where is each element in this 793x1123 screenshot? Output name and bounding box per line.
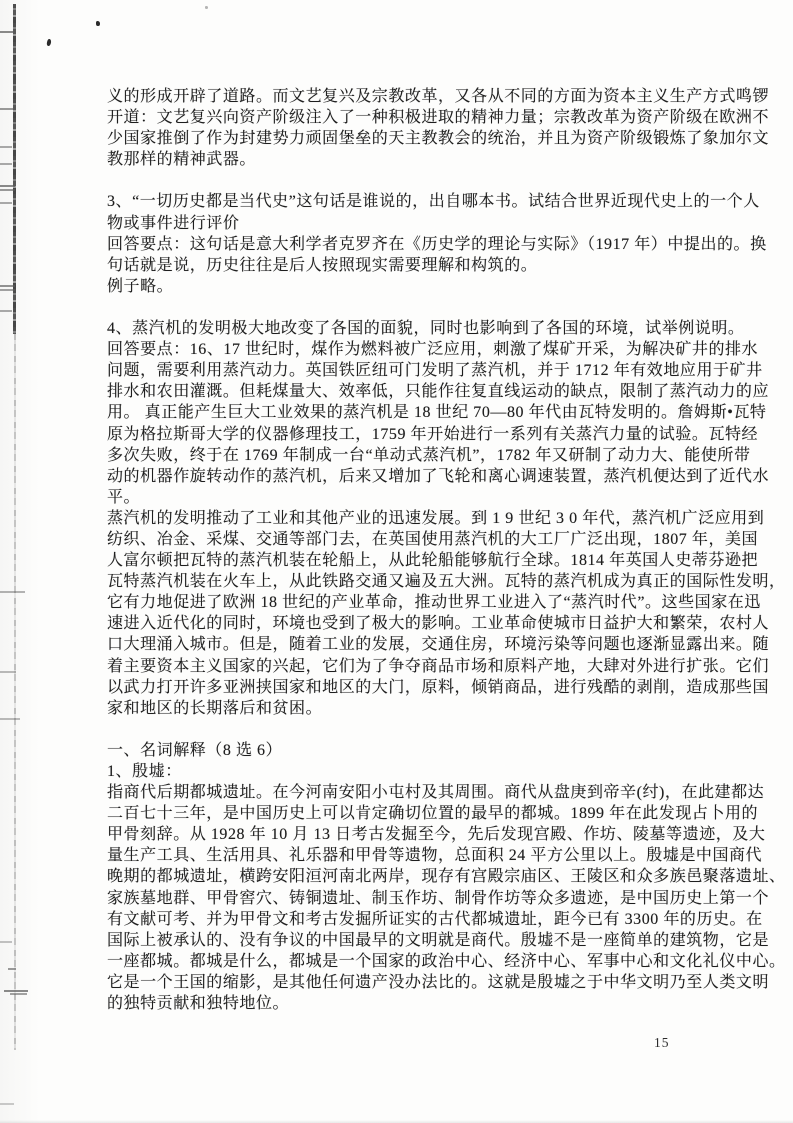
text-line: 它是一个王国的缩影，是其他任何遗产没办法比的。这就是殷墟之于中华文明乃至人类文明 [107,973,770,991]
scan-artifact-tick [0,718,20,720]
text-line: 二百七十三年，是中国历史上可以肯定确切位置的最早的都城。1899 年在此发现占卜用的 [107,805,759,823]
text-line: 的独特贡献和独特地位。 [107,995,290,1013]
text-line: 开道：文艺复兴向资产阶级注入了一种积极进取的精神力量；宗教改革为资产阶级在欧洲不 [107,109,770,127]
text-line: 1、殷墟： [107,763,182,780]
question-3 [107,191,767,296]
question-3-text [107,191,767,296]
scan-artifact-speck [205,6,208,9]
text-line: 回答要点：16、17 世纪时，煤作为燃料被广泛应用，刺激了煤矿开采，为解决矿井的排水 [107,341,759,359]
scan-artifact-tick [0,310,12,312]
scan-artifact-tick [0,108,13,110]
text-line: 家和地区的长期落后和贫困。 [107,699,323,717]
page-number: 15 [654,1035,670,1050]
text-line: 用。 真正能产生巨大工业效果的蒸汽机是 18 世纪 70—80 年代由瓦特发明的。詹姆斯•瓦特 [107,404,767,422]
text-line: 晚期的都城遗址，横跨安阳洹河南北两岸，现存有宫殿宗庙区、王陵区和众多族邑聚落遗址、 [107,868,786,886]
scan-artifact-tick [0,163,12,165]
text-line: 甲骨刻辞。从 1928 年 10 月 13 日考古发掘至今，先后发现宫殿、作坊、陵墓等遗迹，及大 [107,826,766,844]
section-heading [107,740,723,761]
term-heading [107,761,723,782]
scan-artifact-tick [0,189,15,191]
text-line: 例子略。 [107,277,174,295]
text-line: 蒸汽机的发明推动了工业和其他产业的迅速发展。到 1 9 世纪 3 0 年代，蒸汽机广泛应用到 [107,509,765,527]
question-4 [107,318,786,719]
scan-artifact-tick [4,990,28,992]
scan-artifact-tick [0,202,12,204]
scan-artifact-speck [96,21,100,26]
scan-artifact-tick [10,993,27,995]
text-line: 口大理涌入城市。但是，随着工业的发展，交通住房，环境污染等问题也逐渐显露出来。随 [107,636,770,654]
text-line: 平。 [107,488,141,506]
text-line: 4、蒸汽机的发明极大地改变了各国的面貌，同时也影响到了各国的环境，试举例说明。 [107,320,745,338]
scan-artifact-tick [0,146,12,148]
scan-artifact-tick [0,285,15,287]
text-line: 问题，需要利用蒸汽动力。英国铁匠纽可门发明了蒸汽机，并于 1712 年有效地应用于矿井 [107,362,763,380]
text-line: 回答要点：这句话是意大利学者克罗齐在《历史学的理论与实际》（1917 年）中提出的。换 [107,235,767,253]
text-line: 动的机器作旋转动作的蒸汽机，后来又增加了飞轮和离心调速装置，蒸汽机便达到了近代水 [107,467,770,485]
text-line: 人富尔顿把瓦特的蒸汽机装在轮船上，从此轮船能够航行全球。1814 年英国人史蒂芬逊把 [107,552,759,570]
scan-artifact-tick [8,968,16,970]
text-line: 一座都城。都城是什么，都城是一个国家的政治中心、经济中心、军事中心和文化礼仪中心。 [107,952,786,970]
document-content [107,86,786,1014]
text-line: 瓦特蒸汽机装在火车上，从此铁路交通又遍及五大洲。瓦特的蒸汽机成为真正的国际性发明， [107,573,786,591]
scan-artifact-tick [0,671,16,673]
text-line: 排水和农田灌溉。但耗煤量大、效率低，只能作往复直线运动的缺点，限制了蒸汽动力的应 [107,383,770,401]
text-line: 教那样的精神武器。 [107,151,256,169]
scan-artifact-speck [46,39,52,47]
text-line: 它有力地促进了欧洲 18 世纪的产业革命，推动世界工业进入了“蒸汽时代”。这些国家在迅 [107,594,761,612]
text-line: 量生产工具、生活用具、礼乐器和甲骨等遗物，总面积 24 平方公里以上。殷墟是中国商代 [107,847,763,865]
scan-artifact-tick [0,941,12,943]
text-line: 多次失败，终于在 1769 年制成一台“单动式蒸汽机”，1782 年又研制了动力大、能使所带 [107,446,751,464]
body-paragraph [107,86,770,170]
text-line: 少国家推倒了作为封建势力顽固堡垒的天主教教会的统治，并且为资产阶级锻炼了象加尔文 [107,130,770,148]
question-4-text [107,318,786,719]
scan-artifact-tick [0,289,15,291]
text-line: 家族墓地群、甲骨窖穴、铸铜遗址、制玉作坊、制骨作坊等众多遗迹，是中国历史上第一个 [107,889,770,907]
scan-artifact-tick [0,185,15,187]
scan-artifact-tick [0,1103,14,1105]
text-line: 物或事件进行评价 [107,214,240,232]
scan-artifact-tick [0,591,25,593]
text-line: 以武力打开许多亚洲挟国家和地区的大门，原料，倾销商品，进行残酷的剥削，造成那些国 [107,678,770,696]
paragraph-renaissance-reformation [107,86,770,170]
text-line: 一、名词解释（8 选 6） [107,741,283,759]
text-line: 句话就是说，历史往往是后人按照现实需要理解和构筑的。 [107,256,538,274]
scan-artifact-edge-streak-light [14,334,16,1050]
glossary-section [107,740,786,1014]
text-line: 有文献可考、并为甲骨文和考古发掘所证实的古代都城遗址，距今已有 3300 年的历史。在 [107,910,763,928]
term-definition [107,782,786,1014]
text-line: 原为格拉斯哥大学的仪器修理技工，1759 年开始进行一系列有关蒸汽力量的试验。瓦特经 [107,425,759,443]
text-line: 纺织、冶金、采煤、交通等部门去，在英国使用蒸汽机的大工厂广泛出现，1807 年，美国 [107,530,759,548]
text-line: 指商代后期都城遗址。在今河南安阳小屯村及其周围。商代从盘庚到帝辛(纣)，在此建都达 [107,784,765,802]
scan-artifact-tick [0,31,14,33]
text-line: 国际上被承认的、没有争议的中国最早的文明就是商代。殷墟不是一座简单的建筑物，它是 [107,931,770,949]
text-line: 3、“一切历史都是当代史”这句话是谁说的，出自哪本书。试结合世界近现代史上的一个人 [107,193,760,211]
text-line: 义的形成开辟了道路。而文艺复兴及宗教改革，又各从不同的方面为资本主义生产方式鸣锣 [107,88,770,105]
text-line: 速进入近代化的同时，环境也受到了极大的影响。工业革命使城市日益护大和繁荣，农村人 [107,615,770,633]
text-line: 着主要资本主义国家的兴起，它们为了争夺商品市场和原料产地，大肆对外进行扩张。它们 [107,657,770,675]
